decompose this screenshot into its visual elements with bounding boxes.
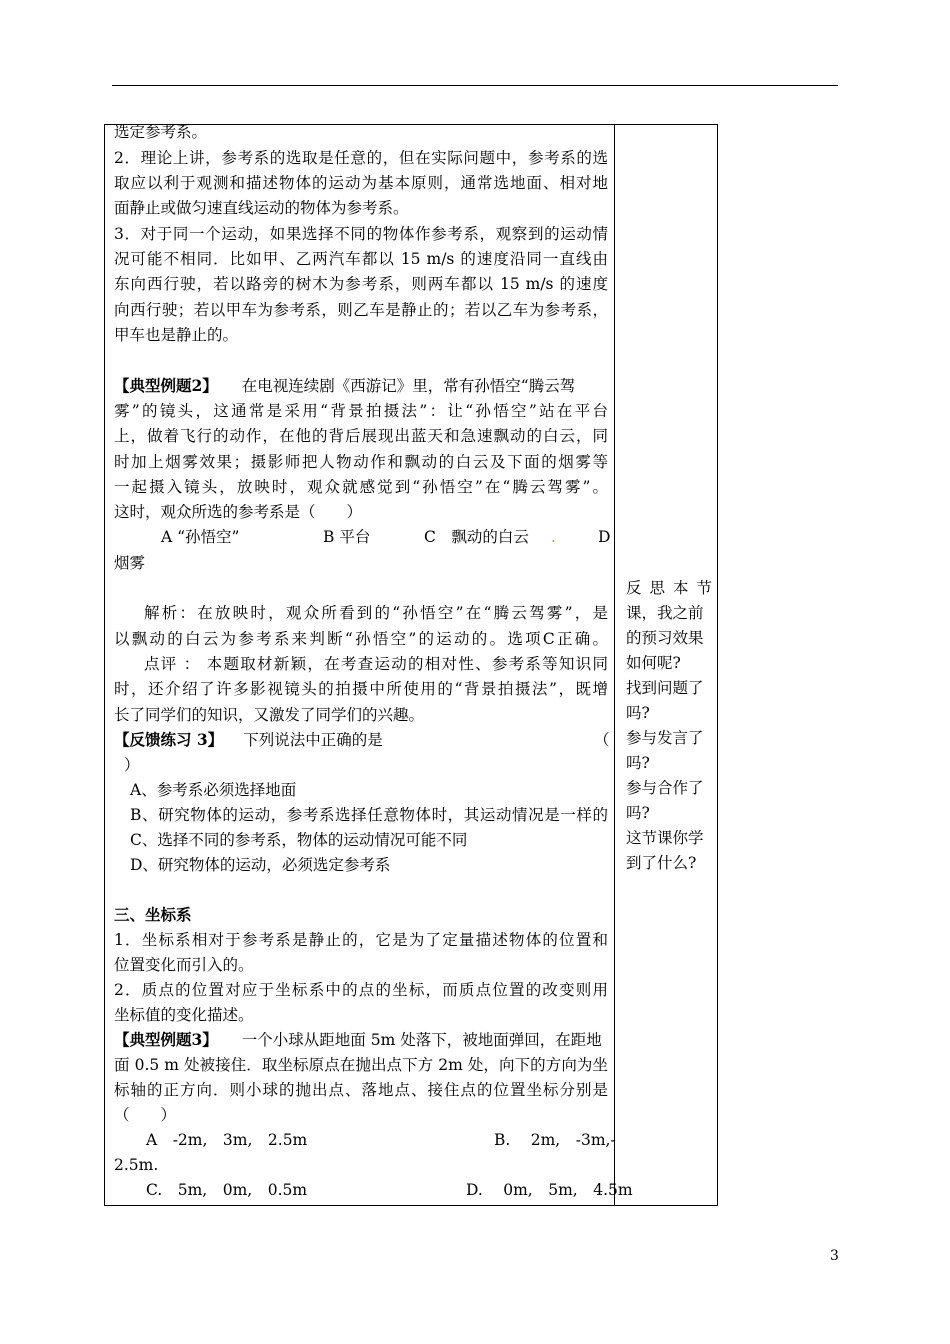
option-a: A -2m, 3m, 2.5m	[146, 1131, 308, 1149]
column-divider	[614, 124, 615, 1206]
side-note-line: 的预习效果	[626, 629, 704, 647]
side-note-line: 吗?	[626, 704, 650, 722]
option-b: B 平台	[323, 528, 371, 546]
text-line: 这时，观众所选的参考系是（ ）	[114, 503, 363, 521]
text-line: 向西行驶；若以甲车为参考系，则乙车是静止的；若以乙车为参考系，	[114, 301, 608, 319]
header-rule	[112, 85, 838, 86]
text-line: 2.5m.	[114, 1156, 159, 1174]
option-line: B、研究物体的运动，参考系选择任意物体时，其运动情况是一样的	[130, 806, 608, 824]
text-line: 雾”的镜头，这通常是采用“背景拍摄法”：让“孙悟空”站在平台	[114, 402, 608, 420]
text-line: 标轴的正方向．则小球的抛出点、落地点、接住点的位置坐标分别是	[114, 1081, 608, 1099]
page-number: 3	[830, 1248, 839, 1264]
example3-text: 一个小球从距地面 5m 处落下，被地面弹回，在距地	[241, 1031, 602, 1049]
mark-dot: .	[551, 528, 556, 546]
text-line: 选定参考系。	[114, 123, 208, 141]
text-line: 坐标值的变化描述。	[114, 1006, 254, 1024]
example2-label: 【典型例题2】	[114, 376, 218, 395]
option-line: D、研究物体的运动，必须选定参考系	[130, 856, 391, 874]
options-q3-row2	[114, 1178, 633, 1202]
text-line: 点评 ： 本题取材新颖，在考查运动的相对性、参考系等知识同	[144, 655, 608, 673]
side-note-line: 吗?	[626, 804, 650, 822]
section-heading: 三、坐标系	[114, 905, 192, 924]
option-d: D	[598, 528, 611, 546]
side-note-line: 这节课你学	[626, 829, 704, 847]
text-line: ）	[124, 756, 140, 774]
side-note-line: 找到问题了	[626, 679, 704, 697]
options-q3-row1	[114, 1128, 616, 1152]
example3-label: 【典型例题3】	[114, 1030, 218, 1049]
text-line: 甲车也是静止的。	[114, 326, 239, 344]
option-c: C 飘动的白云	[424, 528, 529, 546]
option-a: A “孙悟空”	[161, 528, 240, 546]
side-note-line: 课，我之前	[626, 604, 704, 622]
side-note-line: 参与合作了	[626, 779, 704, 797]
option-c: C. 5m, 0m, 0.5m	[146, 1181, 308, 1199]
text-line: 上，做着飞行的动作，在他的背后展现出蓝天和急速飘动的白云，同	[114, 427, 608, 445]
side-note-line: 参与发言了	[626, 729, 704, 747]
text-line: 面 0.5 m 处被接住．取坐标原点在抛出点下方 2m 处，向下的方向为坐	[114, 1056, 608, 1074]
example2-text: 在电视连续剧《西游记》里，常有孙悟空“腾云驾	[241, 377, 576, 395]
side-note-line: 如何呢?	[626, 654, 681, 672]
text-line: 况可能不相同．比如甲、乙两汽车都以 15 m/s 的速度沿同一直线由	[114, 250, 608, 268]
text-line: 3．对于同一个运动，如果选择不同的物体作参考系，观察到的运动情	[114, 225, 608, 243]
text-line: 2．理论上讲，参考系的选取是任意的，但在实际问题中，参考系的选	[114, 149, 608, 167]
text-line: 时加上烟雾效果；摄影师把人物动作和飘动的白云及下面的烟雾等	[114, 453, 608, 471]
paren-open: （	[594, 731, 610, 749]
text-line: 东向西行驶，若以路旁的树木为参考系，则两车都以 15 m/s 的速度	[114, 275, 608, 293]
option-line: A、参考系必须选择地面	[130, 781, 297, 799]
side-note-line: 吗?	[626, 754, 650, 772]
feedback3-line	[114, 728, 608, 752]
option-b: B. 2m, -3m,-	[494, 1131, 616, 1149]
text-line: 时，还介绍了许多影视镜头的拍摄中所使用的“背景拍摄法”，既增	[114, 680, 608, 698]
example3-line	[114, 1028, 608, 1052]
text-line: 烟雾	[114, 554, 146, 572]
option-d: D. 0m, 5m, 4.5m	[466, 1181, 633, 1199]
text-line: 解析：在放映时，观众所看到的“孙悟空”在“腾云驾雾”，是	[144, 604, 608, 622]
feedback3-label: 【反馈练习 3】	[114, 730, 224, 749]
text-line: 长了同学们的知识，又激发了同学们的兴趣。	[114, 706, 425, 724]
text-line: 一起摄入镜头，放映时，观众就感觉到“孙悟空”在“腾云驾雾”。	[114, 478, 608, 496]
text-line: 位置变化而引入的。	[114, 956, 254, 974]
side-note-line: 到了什么?	[626, 854, 697, 872]
text-line: 以飘动的白云为参考系来判断“孙悟空”的运动的。选项C正确。	[114, 630, 608, 648]
side-note-line: 反思本节	[626, 579, 712, 597]
text-line: 取应以利于观测和描述物体的运动为基本原则，通常选地面、相对地	[114, 174, 608, 192]
example2-line	[114, 374, 608, 398]
text-line: 2．质点的位置对应于坐标系中的点的坐标，而质点位置的改变则用	[114, 981, 608, 999]
options-q2	[114, 525, 611, 549]
text-line: 面静止或做匀速直线运动的物体为参考系。	[114, 199, 409, 217]
text-line: （ ）	[114, 1106, 177, 1124]
text-line: 1．坐标系相对于参考系是静止的，它是为了定量描述物体的位置和	[114, 931, 608, 949]
option-line: C、选择不同的参考系，物体的运动情况可能不同	[130, 831, 468, 849]
feedback3-text: 下列说法中正确的是	[243, 731, 383, 749]
